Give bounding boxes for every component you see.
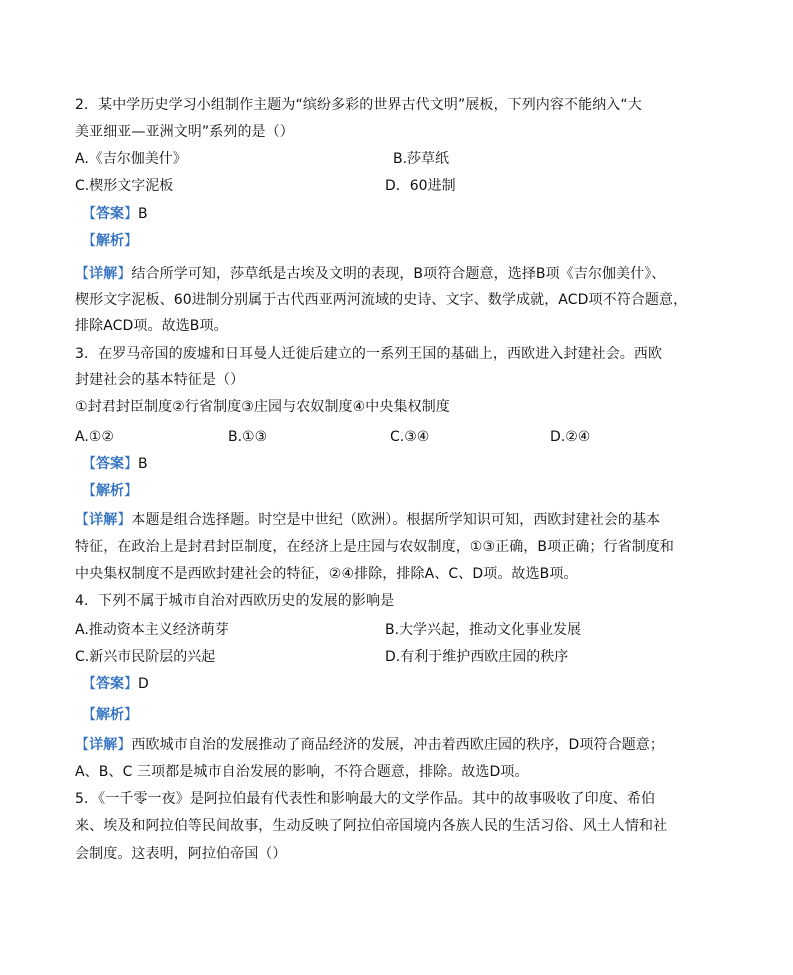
q3-option-b: B.①③ xyxy=(228,429,268,445)
bracket-close: 】 xyxy=(124,206,138,222)
q2-option-c: C.楔形文字泥板 xyxy=(75,178,174,194)
analysis-label: 解析 xyxy=(96,233,124,249)
q3-detail-line-3: 中央集权制度不是西欧封建社会的特征，②④排除，排除A、C、D项。故选B项。 xyxy=(75,566,578,582)
bracket-open: 【 xyxy=(82,233,96,249)
detail-label: 详解 xyxy=(89,266,118,282)
q4-stem-line-1: 4．下列不属于城市自治对西欧历史的发展的影响是 xyxy=(75,593,395,609)
bracket-close: 】 xyxy=(124,707,138,723)
answer-label: 答案 xyxy=(96,676,124,692)
bracket-close: 】 xyxy=(117,737,132,753)
q2-detail-line-3: 排除ACD项。故选B项。 xyxy=(75,318,228,334)
q4-detail-line-1 xyxy=(75,735,664,755)
detail-label: 详解 xyxy=(89,737,118,753)
q2-detail-line-1 xyxy=(75,264,666,284)
q2-answer-value: B xyxy=(138,206,148,222)
q4-option-d: D.有利于维护西欧庄园的秩序 xyxy=(385,649,569,665)
bracket-close: 】 xyxy=(124,483,138,499)
q3-analysis-row xyxy=(82,481,138,501)
bracket-open: 【 xyxy=(82,206,96,222)
bracket-close: 】 xyxy=(124,233,138,249)
bracket-close: 】 xyxy=(124,456,138,472)
q4-option-c: C.新兴市民阶层的兴起 xyxy=(75,649,216,665)
bracket-close: 】 xyxy=(117,266,132,282)
q5-stem-line-2: 来、埃及和阿拉伯等民间故事，生动反映了阿拉伯帝国境内各族人民的生活习俗、风土人情和社 xyxy=(75,818,668,834)
q3-detail-line-1 xyxy=(75,510,660,530)
bracket-open: 【 xyxy=(75,737,90,753)
bracket-open: 【 xyxy=(82,483,96,499)
q3-stem-line-1: 3．在罗马帝国的废墟和日耳曼人迁徙后建立的一系列王国的基础上，西欧进入封建社会。西欧 xyxy=(75,346,663,362)
bracket-open: 【 xyxy=(75,266,90,282)
detail-label: 详解 xyxy=(89,512,118,528)
bracket-open: 【 xyxy=(82,456,96,472)
bracket-open: 【 xyxy=(75,512,90,528)
q3-detail-line-2: 特征，在政治上是封君封臣制度，在经济上是庄园与农奴制度，①③正确，B项正确；行省制度和 xyxy=(75,539,675,555)
q2-answer-row xyxy=(82,204,148,224)
q2-detail-line-2: 楔形文字泥板、60进制分别属于古代西亚两河流域的史诗、文字、数学成就，ACD项不符合题意， xyxy=(75,292,688,308)
q3-answer-row xyxy=(82,454,148,474)
q4-detail-line-2: A、B、C 三项都是城市自治发展的影响，不符合题意，排除。故选D项。 xyxy=(75,764,529,780)
bracket-open: 【 xyxy=(82,676,96,692)
q3-answer-value: B xyxy=(138,456,148,472)
answer-label: 答案 xyxy=(96,206,124,222)
bracket-close: 】 xyxy=(117,512,132,528)
q2-option-d: D．60进制 xyxy=(385,178,456,194)
q3-option-c: C.③④ xyxy=(390,429,430,445)
q4-option-a: A.推动资本主义经济萌芽 xyxy=(75,622,229,638)
q3-stem-line-3: ①封君封臣制度②行省制度③庄园与农奴制度④中央集权制度 xyxy=(75,399,450,415)
q2-option-a: A.《吉尔伽美什》 xyxy=(75,151,187,167)
q4-answer-value: D xyxy=(138,676,149,692)
analysis-label: 解析 xyxy=(96,707,124,723)
q4-option-b: B.大学兴起，推动文化事业发展 xyxy=(385,622,582,638)
q3-stem-line-2: 封建社会的基本特征是（） xyxy=(75,372,245,388)
q5-stem-line-1: 5．《一千零一夜》是阿拉伯最有代表性和影响最大的文学作品。其中的故事吸收了印度、希伯 xyxy=(75,791,656,807)
q3-option-a: A.①② xyxy=(75,429,114,445)
bracket-open: 【 xyxy=(82,707,96,723)
q2-option-b: B.莎草纸 xyxy=(393,151,450,167)
q2-analysis-row xyxy=(82,231,138,251)
q4-analysis-row xyxy=(82,705,138,725)
q3-option-d: D.②④ xyxy=(550,429,591,445)
analysis-label: 解析 xyxy=(96,483,124,499)
answer-label: 答案 xyxy=(96,456,124,472)
bracket-close: 】 xyxy=(124,676,138,692)
q4-answer-row xyxy=(82,674,149,694)
q4-detail-text-1: 西欧城市自治的发展推动了商品经济的发展，冲击着西欧庄园的秩序，D项符合题意； xyxy=(131,737,664,753)
q2-stem-line-2: 美亚细亚—亚洲文明”系列的是（） xyxy=(75,124,294,140)
q2-stem-line-1: 2．某中学历史学习小组制作主题为“缤纷多彩的世界古代文明”展板，下列内容不能纳入“大 xyxy=(75,97,642,113)
q2-detail-text-1: 结合所学可知，莎草纸是古埃及文明的表现，B项符合题意，选择B项《吉尔伽美什》、 xyxy=(131,266,666,282)
q5-stem-line-3: 会制度。这表明，阿拉伯帝国（） xyxy=(75,846,287,862)
q3-detail-text-1: 本题是组合选择题。时空是中世纪（欧洲）。根据所学知识可知，西欧封建社会的基本 xyxy=(131,512,661,528)
